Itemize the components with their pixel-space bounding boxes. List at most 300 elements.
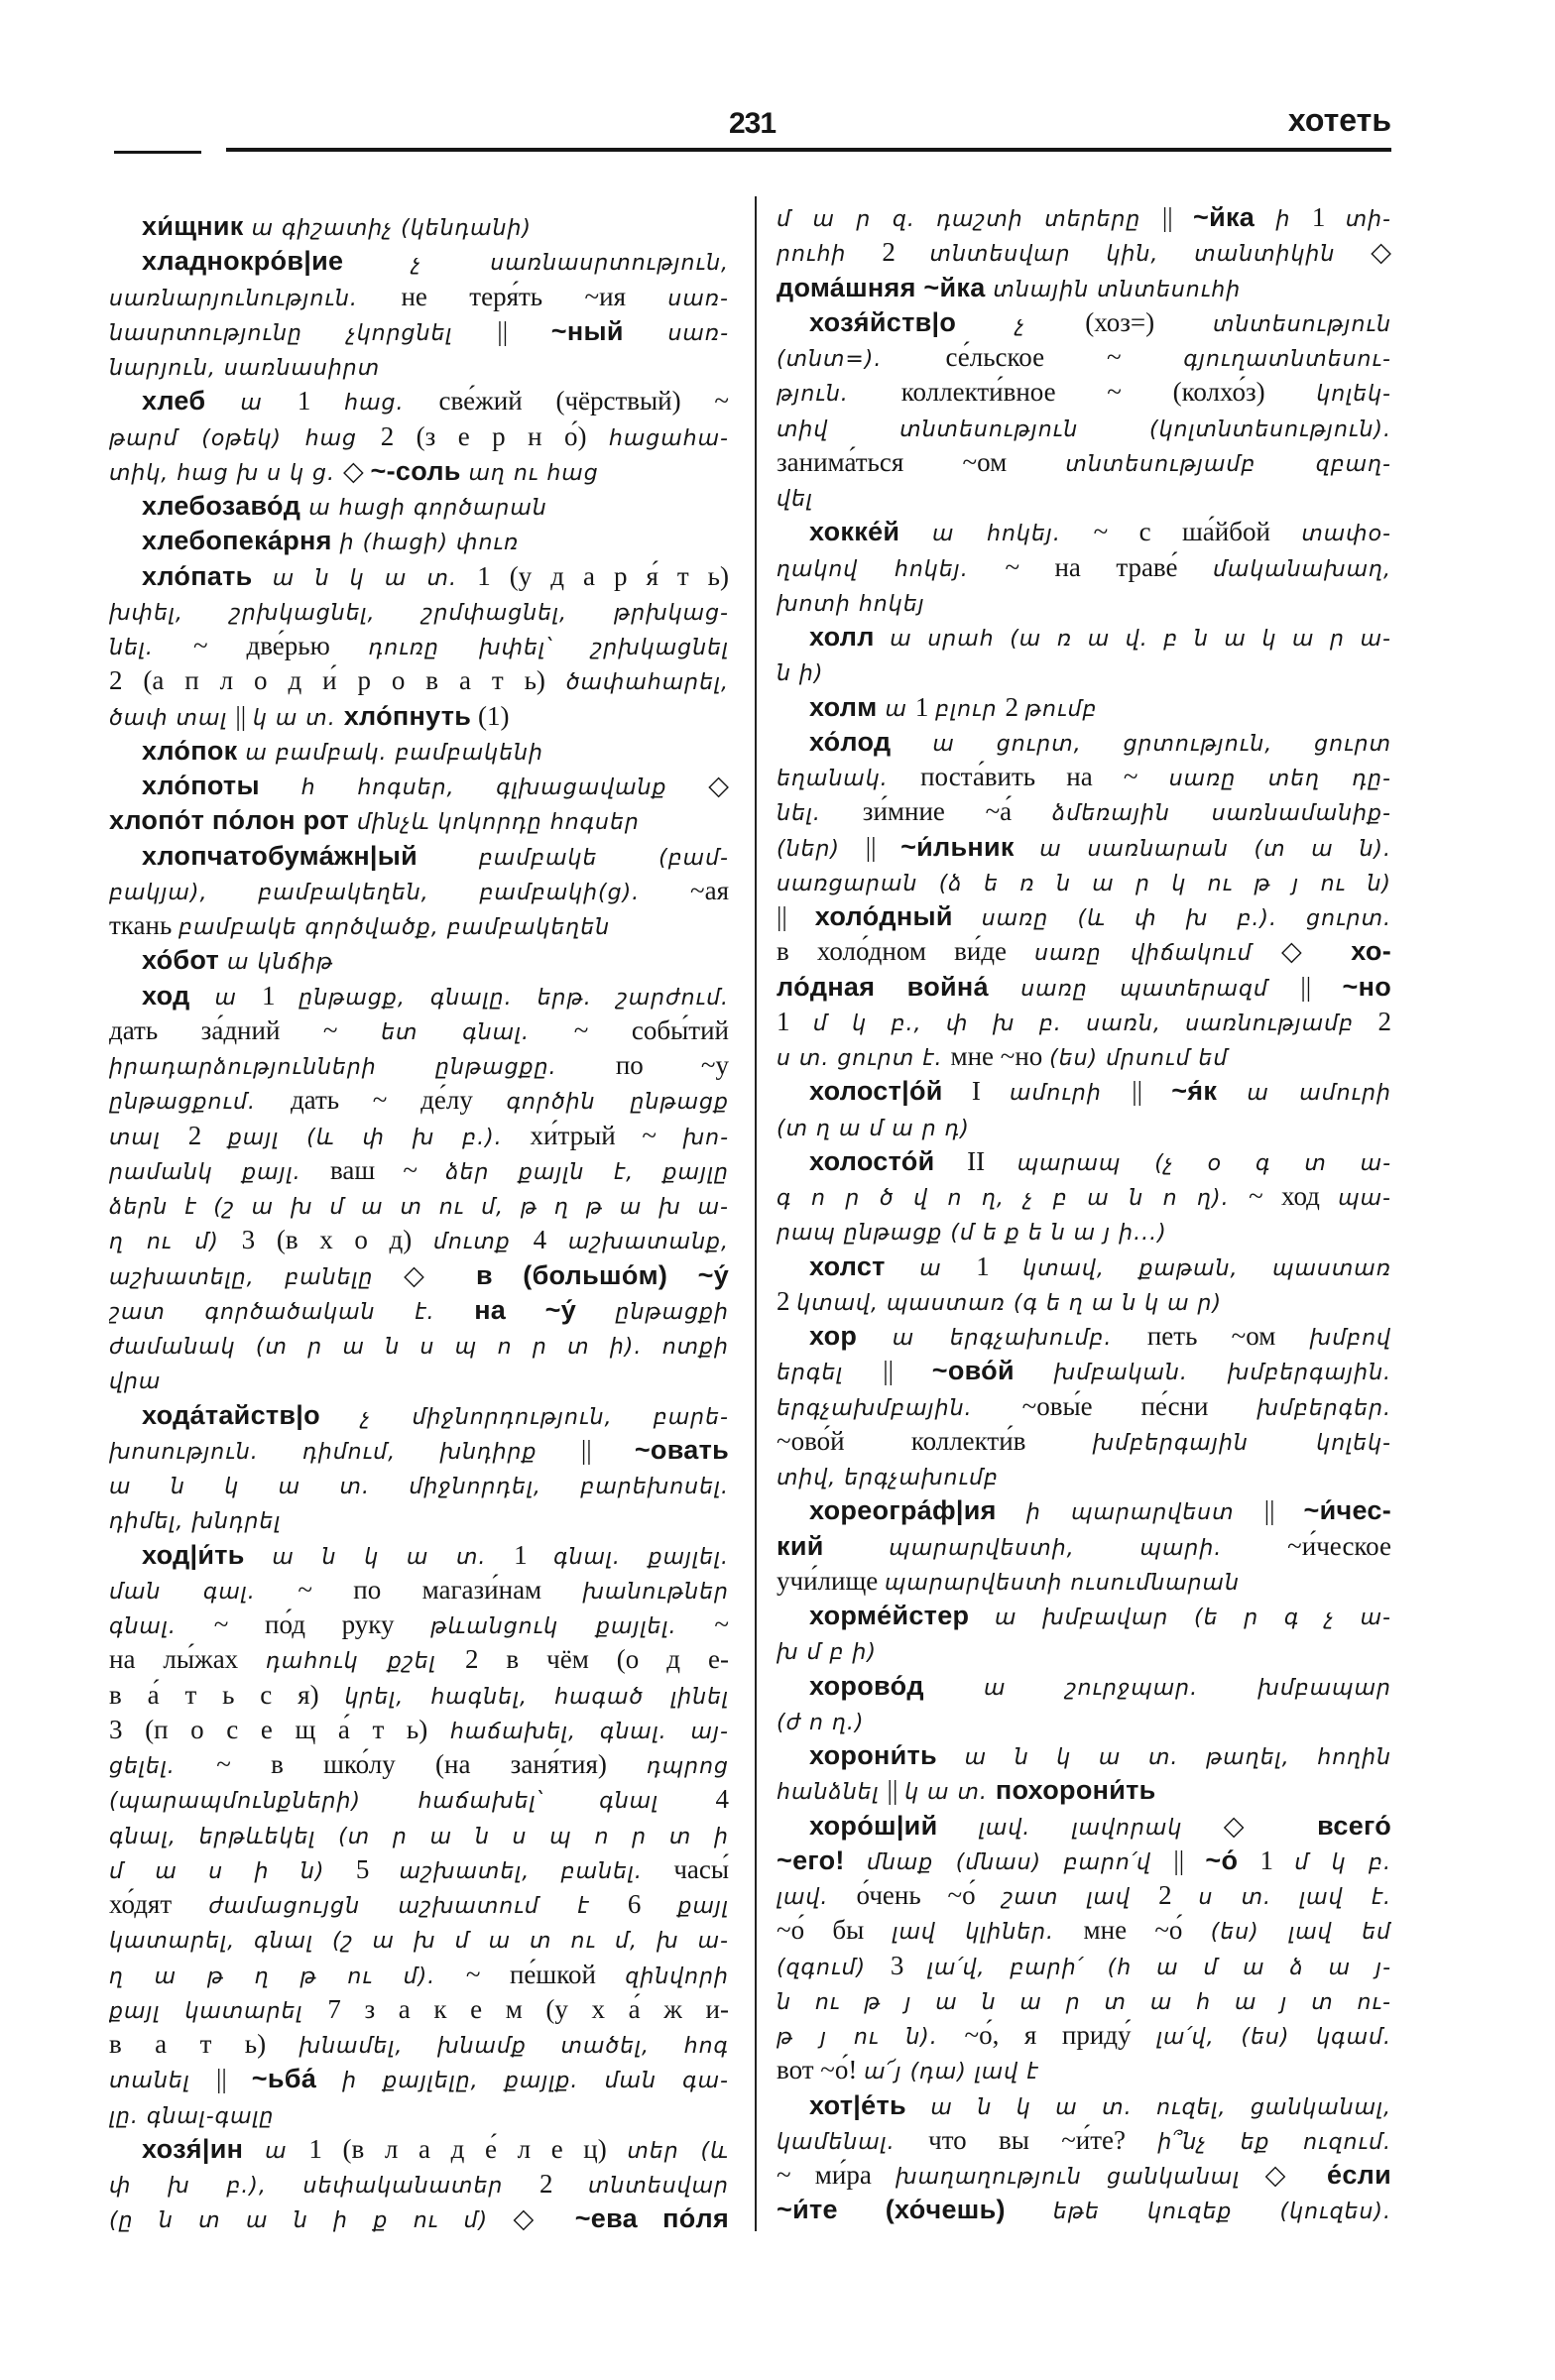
text-line bbox=[777, 1773, 1391, 1808]
text-line bbox=[109, 2062, 729, 2096]
russian-text: хи́трый ~ bbox=[530, 1120, 683, 1150]
russian-text: часы́ bbox=[673, 1853, 729, 1884]
armenian-text: ի (հացի) փուռ bbox=[331, 531, 520, 556]
armenian-text: պարապ (չ օ գ տ ա- bbox=[1017, 1150, 1391, 1176]
armenian-text: (ներ) bbox=[777, 836, 866, 862]
entry-first-line bbox=[777, 1319, 1391, 1354]
armenian-text: տնտեսվար bbox=[588, 2174, 729, 2199]
bold-phrase: ~и́чес- bbox=[1303, 1495, 1391, 1526]
armenian-text: դպրոց bbox=[647, 1754, 729, 1779]
headword: хлеб bbox=[142, 386, 206, 416]
armenian-text: նել. bbox=[777, 801, 863, 827]
armenian-text: գնալ, երթևեկել (տ ր ա ն ս պ ո ր տ ի bbox=[109, 1824, 729, 1849]
russian-text: || bbox=[1300, 971, 1343, 1002]
armenian-text: ս տ. լավ է. bbox=[1198, 1885, 1391, 1910]
text-line bbox=[777, 1949, 1391, 1983]
text-line bbox=[777, 1110, 1391, 1144]
armenian-text: ա խմբավար (ե ր գ չ ա- bbox=[969, 1606, 1391, 1630]
bold-phrase: ~-соль bbox=[370, 455, 469, 486]
armenian-text: մնաք (մնաս) բարո՛վ bbox=[866, 1849, 1174, 1875]
armenian-text: ի քայլելը, քայլք. ման գա- bbox=[342, 2069, 729, 2094]
running-head: хотеть bbox=[1287, 102, 1391, 138]
armenian-text: ա ամուրի bbox=[1247, 1081, 1391, 1107]
text-line bbox=[777, 1284, 1391, 1319]
headword: хло́пать bbox=[142, 560, 253, 591]
entry-first-line bbox=[777, 1738, 1391, 1773]
entry-first-line bbox=[777, 1493, 1391, 1528]
armenian-text: խնամել, խնամք տածել, հոգ bbox=[299, 2034, 729, 2059]
armenian-text: (ժ ո ղ.) bbox=[777, 1710, 865, 1735]
russian-text: ◇ bbox=[404, 1259, 476, 1290]
armenian-text: լը. գնալ-գալը bbox=[109, 2103, 275, 2129]
armenian-text: խ մ բ ի) bbox=[777, 1640, 877, 1666]
bold-phrase: е́сли bbox=[1327, 2160, 1391, 2190]
entry-first-line bbox=[109, 839, 729, 874]
text-line bbox=[109, 629, 729, 663]
russian-text: 5 bbox=[355, 1853, 400, 1884]
armenian-text: լա՛վ, բարի՛ (հ ա մ ա ձ ա յ- bbox=[927, 1955, 1391, 1980]
armenian-text: կոլեկ- bbox=[1316, 382, 1391, 408]
russian-text: ◇ bbox=[343, 455, 371, 486]
armenian-text: դահուկ քշել bbox=[266, 1649, 465, 1675]
armenian-text: ա հոկեյ. bbox=[899, 522, 1094, 547]
armenian-text: ն ու թ յ ա ն ա ր տ ա հ ա յ տ ու- bbox=[777, 1989, 1391, 2015]
armenian-text: թ յ ու ն). bbox=[777, 2025, 965, 2050]
russian-text: ~и́ческое bbox=[1287, 1530, 1391, 1561]
russian-text: ~ая bbox=[689, 875, 729, 905]
armenian-text: ա ցուրտ, ցրտություն, ցուրտ bbox=[891, 731, 1391, 757]
bold-phrase: хло́пнуть bbox=[343, 700, 472, 731]
armenian-text: ղակով հոկեյ. bbox=[777, 556, 1006, 582]
text-line bbox=[109, 2167, 729, 2202]
russian-text: дать ~ де́лу bbox=[290, 1085, 507, 1116]
armenian-text: ա bbox=[243, 2138, 309, 2164]
russian-text: 2 bbox=[882, 237, 930, 268]
entry-first-line bbox=[109, 943, 729, 978]
armenian-text: րուհի bbox=[777, 242, 883, 268]
armenian-text: խոսություն. դիմում, խնդիրք bbox=[109, 1439, 581, 1465]
russian-text: ~ пе́шкой bbox=[465, 1959, 626, 1989]
russian-text: све́жий (чёрствый) ~ bbox=[438, 386, 729, 416]
entry-first-line bbox=[777, 620, 1391, 654]
entry-first-line bbox=[777, 690, 1391, 725]
russian-text: II bbox=[934, 1145, 1017, 1176]
russian-text: || bbox=[883, 1356, 932, 1386]
russian-text: се́льское ~ bbox=[945, 342, 1184, 372]
russian-text: в а т ь) bbox=[109, 2029, 299, 2059]
text-line bbox=[777, 1704, 1391, 1738]
armenian-text: ձերն է (շ ա խ մ ա տ ու մ, թ ղ թ ա խ ա- bbox=[109, 1195, 729, 1220]
header-rule-left-segment bbox=[114, 151, 201, 154]
bold-phrase: ~ный bbox=[550, 315, 668, 346]
russian-text: 2 bbox=[187, 1120, 228, 1150]
text-line bbox=[777, 445, 1391, 480]
armenian-text: սառ- bbox=[667, 320, 729, 346]
text-line bbox=[109, 874, 729, 908]
russian-text: коллекти́вное ~ (колхо́з) bbox=[900, 377, 1317, 408]
armenian-text: կատարել, գնալ (շ ա խ մ ա տ ու մ, խ ա- bbox=[109, 1929, 729, 1955]
armenian-text: տնտեսվար կին, տանտիկին bbox=[929, 242, 1372, 268]
headword: холм bbox=[809, 691, 878, 722]
armenian-text: լա՛վ, (ես) կգամ. bbox=[1156, 2025, 1391, 2050]
russian-text: 1 bbox=[514, 1539, 554, 1570]
russian-text: ~ ход bbox=[1249, 1181, 1339, 1211]
text-line bbox=[109, 699, 729, 734]
armenian-text: ի պարարվեստ bbox=[996, 1500, 1264, 1526]
text-line bbox=[109, 349, 729, 384]
text-line bbox=[777, 2018, 1391, 2053]
text-line bbox=[777, 200, 1391, 235]
text-line bbox=[777, 1983, 1391, 2018]
armenian-text: սառը պատերազմ bbox=[1020, 976, 1301, 1002]
russian-text: ~ по магази́нам bbox=[298, 1574, 583, 1605]
russian-text: ◇ bbox=[1264, 2160, 1328, 2190]
russian-text: 2 bbox=[1158, 1880, 1199, 1910]
russian-text: 2 (з е р н о́) bbox=[380, 420, 609, 451]
armenian-text: կտավ, քաթան, պաստառ bbox=[1022, 1255, 1391, 1281]
text-line bbox=[109, 594, 729, 629]
armenian-text: րամանկ քայլ. bbox=[109, 1159, 331, 1185]
text-line bbox=[777, 1633, 1391, 1668]
armenian-text: ծափ տալ bbox=[109, 705, 236, 731]
armenian-text: նարյուն, սառնասիրտ bbox=[109, 356, 381, 381]
text-line bbox=[109, 2097, 729, 2132]
armenian-text: կրել, հագնել, հագած լինել bbox=[344, 1684, 729, 1710]
armenian-text: տի- bbox=[1345, 207, 1391, 232]
armenian-text: ա բամբակ. բամբակենի bbox=[237, 740, 543, 766]
column-divider bbox=[755, 196, 757, 2231]
russian-text: ваш ~ bbox=[330, 1154, 446, 1185]
text-line bbox=[109, 1363, 729, 1397]
russian-text: петь ~ом bbox=[1146, 1321, 1310, 1351]
armenian-text: մուտք bbox=[432, 1230, 534, 1255]
text-line bbox=[109, 908, 729, 943]
russian-text: ◇ bbox=[1371, 237, 1391, 268]
text-line bbox=[109, 454, 729, 489]
bold-phrase: ~но bbox=[1342, 971, 1391, 1002]
text-line bbox=[777, 1005, 1391, 1039]
armenian-text: նասրտությունը չկորցնել bbox=[109, 320, 498, 346]
text-line bbox=[777, 1564, 1391, 1599]
armenian-text: ի՞նչ եք ուզում. bbox=[1157, 2129, 1391, 2155]
bold-phrase: похорони́ть bbox=[995, 1775, 1156, 1806]
armenian-text: շատ գործածական է. bbox=[109, 1299, 475, 1325]
armenian-text: եղանակ. bbox=[777, 767, 921, 791]
russian-text: 2 bbox=[777, 1285, 797, 1316]
text-line bbox=[109, 1188, 729, 1223]
text-line bbox=[109, 1293, 729, 1328]
armenian-text: խփել, շրխկացնել, շրմփացնել, թրխկաց- bbox=[109, 600, 729, 626]
armenian-text: հ հոգսեր, գլխացավանք bbox=[259, 775, 709, 800]
text-line bbox=[777, 794, 1391, 829]
armenian-text: ա ն կ ա տ. bbox=[244, 1544, 515, 1570]
armenian-text: ի bbox=[1275, 207, 1312, 232]
armenian-text: ա կնճիթ bbox=[219, 950, 334, 976]
text-line bbox=[109, 1083, 729, 1118]
armenian-text: ա bbox=[885, 1255, 977, 1281]
armenian-text: բամբակե գործվածք, բամբակեղեն bbox=[179, 915, 611, 940]
headword: хлопчатобума́жн|ый bbox=[142, 840, 419, 871]
russian-text: 2 bbox=[1377, 1006, 1391, 1036]
armenian-text: կ ա տ. bbox=[904, 1780, 996, 1806]
armenian-text: ցելել. bbox=[109, 1754, 217, 1779]
text-line bbox=[109, 1958, 729, 1992]
russian-text: хо́дят bbox=[109, 1889, 209, 1919]
text-line bbox=[777, 934, 1391, 969]
armenian-text: բամբակե (բամ- bbox=[418, 845, 729, 871]
entry-first-line bbox=[777, 305, 1391, 340]
armenian-text: ա գիշատիչ (կենդանի) bbox=[243, 216, 533, 241]
russian-text: ~о́, я приду́ bbox=[964, 2020, 1157, 2050]
entry-first-line bbox=[109, 559, 729, 594]
text-line bbox=[777, 1424, 1391, 1459]
armenian-text: ա ն կ ա տ. միջնորդել, բարեխոսել. bbox=[109, 1475, 729, 1499]
text-line bbox=[777, 970, 1391, 1005]
armenian-text: խո- bbox=[682, 1125, 729, 1150]
armenian-text: խոտի հոկեյ bbox=[777, 591, 925, 617]
armenian-text: կ ա տ. bbox=[252, 705, 344, 731]
armenian-text: գյուղատնտեսու- bbox=[1183, 347, 1391, 372]
russian-text: (хоз=) bbox=[1085, 306, 1214, 337]
armenian-text: ձեր քայլն է, քայլը bbox=[445, 1159, 729, 1185]
entry-first-line bbox=[777, 1599, 1391, 1633]
text-line bbox=[777, 2123, 1391, 2158]
text-line bbox=[777, 1389, 1391, 1424]
armenian-text: հաց. bbox=[344, 391, 439, 416]
armenian-text: ա հացի գործարան bbox=[300, 496, 547, 521]
armenian-text: բակյա), բամբակեղեն, բամբակի(ց). bbox=[109, 880, 690, 905]
entry-first-line bbox=[777, 725, 1391, 760]
armenian-text: նել. bbox=[109, 636, 193, 660]
russian-text: 1 bbox=[777, 1006, 813, 1036]
armenian-text: ա ն կ ա տ. ուզել, ցանկանալ, bbox=[905, 2094, 1391, 2120]
russian-text: || bbox=[1132, 1076, 1172, 1107]
armenian-text: ամուրի bbox=[1010, 1081, 1133, 1107]
text-line bbox=[777, 760, 1391, 794]
entry-first-line bbox=[777, 1250, 1391, 1284]
armenian-text: ա bbox=[205, 391, 298, 416]
russian-text: || bbox=[580, 1434, 635, 1465]
text-line bbox=[109, 1852, 729, 1887]
armenian-text: լավ. լավորակ bbox=[937, 1815, 1224, 1841]
headword: хот|е́ть bbox=[809, 2089, 906, 2120]
armenian-text: հաճախել, գնալ. այ- bbox=[449, 1719, 729, 1744]
armenian-text: ընթացքում. bbox=[109, 1090, 291, 1116]
russian-text: мне ~но bbox=[950, 1041, 1050, 1071]
bold-phrase: на ~у́ bbox=[474, 1294, 616, 1325]
armenian-text: գնալ. bbox=[109, 1614, 214, 1639]
text-line bbox=[109, 2202, 729, 2236]
armenian-text: ման գալ. bbox=[109, 1579, 299, 1605]
armenian-text: քայլ կատարել bbox=[109, 1998, 328, 2024]
armenian-text: ժամանակ (տ ր ա ն ս պ ո ր տ ի). ոտքի bbox=[109, 1335, 729, 1360]
text-line bbox=[777, 1913, 1391, 1948]
headword: хореогра́ф|ия bbox=[809, 1495, 997, 1526]
headword: хладнокро́в|ие bbox=[142, 246, 344, 277]
text-line bbox=[109, 1153, 729, 1188]
russian-text: ◇ bbox=[708, 771, 729, 800]
text-line bbox=[109, 1887, 729, 1922]
headword: хлебозаво́д bbox=[142, 491, 301, 521]
entry-first-line bbox=[109, 489, 729, 524]
armenian-text: ժամացույցն աշխատում է bbox=[208, 1894, 628, 1919]
armenian-text: տիվ, երգչախումբ bbox=[777, 1466, 999, 1490]
bold-phrase: ~и́льник bbox=[900, 831, 1040, 862]
text-line bbox=[109, 663, 729, 698]
russian-text: 4 bbox=[533, 1225, 568, 1255]
headword: хода́тайств|о bbox=[142, 1399, 320, 1430]
headword: хо́бот bbox=[142, 945, 220, 976]
armenian-text: չ bbox=[956, 311, 1086, 337]
text-line bbox=[109, 1468, 729, 1502]
bold-phrase: ~и́те (хо́чешь) bbox=[777, 2195, 1053, 2225]
text-line bbox=[777, 271, 1391, 305]
armenian-text: ն ի) bbox=[777, 661, 824, 687]
headword: ход bbox=[142, 980, 190, 1011]
armenian-text: բլուր bbox=[935, 696, 1006, 722]
armenian-text: ա սրահ (ա ռ ա վ. բ ն ա կ ա ր ա- bbox=[874, 627, 1391, 652]
armenian-text: ղ ա թ ղ թ ու մ). bbox=[109, 1964, 466, 1989]
russian-text: не теря́ть ~ия bbox=[401, 281, 668, 311]
entry-first-line bbox=[109, 524, 729, 558]
text-line bbox=[109, 1013, 729, 1048]
russian-text: || bbox=[235, 700, 253, 731]
text-line bbox=[777, 1529, 1391, 1564]
armenian-text: ս տ. ցուրտ է. bbox=[777, 1046, 951, 1071]
armenian-text: վրա bbox=[109, 1369, 162, 1395]
armenian-text: աշխատանք, bbox=[567, 1230, 729, 1255]
text-line bbox=[109, 1747, 729, 1782]
armenian-text: րապ ընթացք (մ ե ք ե ն ա յ ի...) bbox=[777, 1221, 1167, 1247]
armenian-text: աղ ու հաց bbox=[468, 460, 599, 486]
text-line bbox=[109, 280, 729, 314]
headword: хлебопека́рня bbox=[142, 526, 332, 556]
text-line bbox=[777, 1459, 1391, 1493]
armenian-text: տնային տնտեսուհի bbox=[993, 277, 1242, 302]
armenian-text: դիմել, խնդրել bbox=[109, 1509, 282, 1535]
russian-text: 3 (в х о д) bbox=[241, 1225, 433, 1255]
text-line bbox=[777, 654, 1391, 689]
text-line bbox=[109, 314, 729, 349]
text-line bbox=[109, 1258, 729, 1293]
russian-text: || bbox=[1161, 202, 1193, 232]
armenian-text: (պարապմունքների) հաճախել՝ գնալ bbox=[109, 1789, 716, 1815]
bold-phrase: хо- bbox=[1351, 936, 1391, 967]
russian-text: ◇ bbox=[1281, 936, 1352, 967]
armenian-text: սառ- bbox=[667, 286, 729, 311]
armenian-text: լավ. bbox=[777, 1885, 857, 1910]
armenian-text: խաղաղություն ցանկանալ bbox=[896, 2165, 1265, 2190]
russian-text: 4 bbox=[715, 1784, 729, 1815]
russian-text: вот ~о́! bbox=[777, 2055, 865, 2085]
text-line bbox=[109, 1048, 729, 1083]
russian-text: 3 bbox=[890, 1950, 928, 1980]
entry-first-line bbox=[777, 515, 1391, 549]
text-line bbox=[109, 1119, 729, 1153]
headword: хи́щник bbox=[142, 211, 244, 241]
russian-text: в а́ т ь с я) bbox=[109, 1679, 345, 1710]
russian-text: 1 bbox=[1259, 1844, 1295, 1875]
armenian-text: տանել bbox=[109, 2069, 216, 2094]
armenian-text: ընթացքի bbox=[615, 1299, 729, 1325]
text-line bbox=[777, 1179, 1391, 1214]
russian-text: 3 (п о с е щ а́ т ь) bbox=[109, 1714, 450, 1744]
armenian-text: երգել bbox=[777, 1361, 884, 1386]
text-line bbox=[109, 1223, 729, 1257]
text-line bbox=[109, 1328, 729, 1363]
bold-phrase: всего́ bbox=[1317, 1810, 1391, 1841]
text-line bbox=[777, 411, 1391, 445]
armenian-text: (ես) լավ եմ bbox=[1210, 1920, 1391, 1946]
headword: хоро́ш|ий bbox=[809, 1810, 938, 1841]
armenian-text: մականախաղ, bbox=[1212, 556, 1391, 582]
russian-text: || bbox=[1173, 1844, 1206, 1875]
text-line bbox=[777, 235, 1391, 270]
armenian-text: վել bbox=[777, 487, 813, 512]
russian-text: 7 з а к е м (у х а́ ж и- bbox=[327, 1993, 729, 2024]
armenian-text: տիվ տնտեսություն (կոլտնտեսություն). bbox=[777, 416, 1391, 442]
bold-phrase: ~его! bbox=[777, 1844, 867, 1875]
armenian-text: թարմ (օթեկ) հաց bbox=[109, 425, 381, 451]
russian-text: || bbox=[1263, 1495, 1304, 1526]
bold-phrase: ~я́к bbox=[1171, 1076, 1248, 1107]
entry-first-line bbox=[777, 1669, 1391, 1704]
text-line bbox=[777, 585, 1391, 620]
armenian-text: մ կ բ., փ խ բ. սառն, սառնությամբ bbox=[812, 1011, 1378, 1036]
armenian-text: (տնտ=). bbox=[777, 347, 946, 372]
text-line bbox=[777, 2193, 1391, 2227]
armenian-text: քայլ (և փ խ բ.). bbox=[227, 1125, 531, 1150]
entry-first-line bbox=[777, 2088, 1391, 2123]
armenian-text: տեր (և bbox=[627, 2138, 729, 2164]
russian-text: 1 bbox=[914, 691, 936, 722]
armenian-text: աշխատելը, բանելը bbox=[109, 1264, 405, 1290]
entry-first-line bbox=[109, 769, 729, 803]
headword: хо́лод bbox=[809, 726, 892, 757]
armenian-text: փ խ բ.), սեփականատեր bbox=[109, 2174, 540, 2199]
armenian-text: ա շուրջպար. խմբապար bbox=[923, 1675, 1391, 1701]
text-line bbox=[777, 2053, 1391, 2087]
armenian-text: պարարվեստի, պարի. bbox=[889, 1535, 1288, 1561]
russian-text: || bbox=[777, 901, 815, 931]
text-line bbox=[109, 803, 729, 838]
armenian-text: իրադարձությունների ընթացքը. bbox=[109, 1055, 616, 1080]
armenian-text: ծափահարել, bbox=[565, 670, 729, 696]
russian-text: ~ по́д руку bbox=[213, 1609, 431, 1639]
bold-phrase: кий bbox=[777, 1530, 890, 1561]
header-rule bbox=[226, 148, 1391, 152]
page-number: 231 bbox=[729, 107, 777, 140]
headword: хорово́д bbox=[809, 1670, 924, 1701]
russian-text: по ~у bbox=[615, 1050, 729, 1080]
entry-first-line bbox=[109, 1398, 729, 1433]
text-line bbox=[109, 1922, 729, 1957]
russian-text: 2 в чём (о д е- bbox=[464, 1644, 729, 1675]
russian-text: ~ bbox=[714, 1609, 729, 1639]
russian-text: || bbox=[215, 2064, 252, 2094]
headword: хокке́й bbox=[809, 517, 900, 547]
russian-text: ~о́ бы bbox=[777, 1915, 893, 1946]
russian-text: 2 (а п л о д и́ р о в а т ь) bbox=[109, 665, 566, 696]
entry-first-line bbox=[777, 1144, 1391, 1179]
armenian-text: թևանցուկ քայլել. bbox=[430, 1614, 715, 1639]
bold-phrase: ~о́ bbox=[1205, 1844, 1260, 1875]
text-line bbox=[109, 1992, 729, 2027]
entry-first-line bbox=[109, 384, 729, 418]
headword: холл bbox=[809, 622, 875, 652]
armenian-text: չ միջնորդություն, բարե- bbox=[319, 1404, 729, 1430]
entry-first-line bbox=[109, 244, 729, 279]
